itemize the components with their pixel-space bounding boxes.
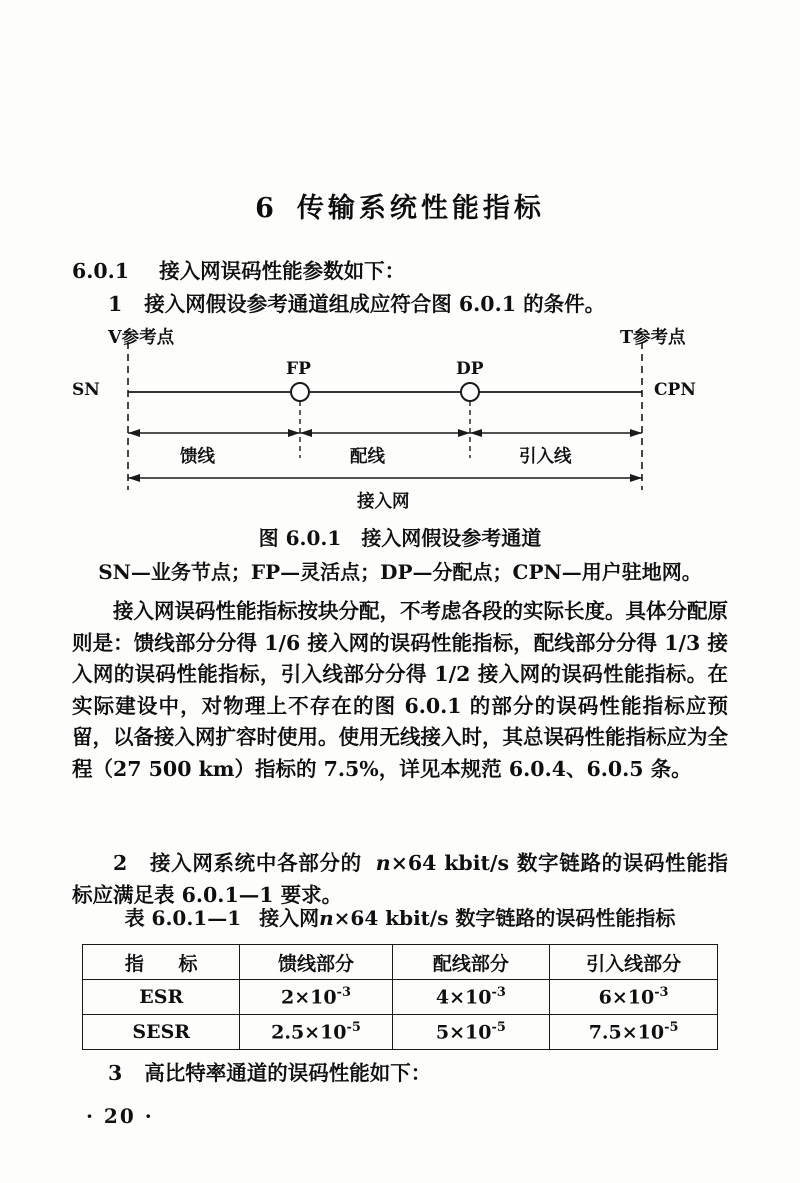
segment-feeder-label: 馈线: [180, 447, 215, 467]
segment-distribution-label: 配线: [350, 447, 385, 467]
table-header-indicator: 指 标: [83, 945, 240, 980]
v-reference-label: V参考点: [108, 328, 175, 348]
table-header-row: [83, 945, 718, 980]
cell-esr-distribution: $4\times 10^{-3}$: [392, 980, 550, 1015]
cell-indicator-sesr: SESR: [83, 1015, 240, 1050]
cell-esr-drop: $6\times 10^{-3}$: [550, 980, 718, 1015]
item-2-italic-n: n: [375, 851, 391, 875]
table-header-feeder: 馈线部分: [240, 945, 392, 980]
figure-legend: SN—业务节点；FP—灵活点；DP—分配点；CPN—用户驻地网。: [98, 560, 702, 584]
clause-6-0-1: [72, 256, 728, 287]
segment-drop-label: 引入线: [519, 447, 572, 467]
item-2-text-a: 接入网系统中各部分的: [149, 851, 362, 875]
arrow-dp-right: [470, 429, 482, 437]
chapter-title: 传输系统性能指标: [296, 193, 545, 224]
item-3: [108, 1058, 728, 1089]
table-caption-title-a: 接入网: [259, 906, 320, 930]
figure-caption: [0, 522, 800, 551]
table-6-0-1-1: [82, 944, 718, 1050]
dp-node-circle: [461, 383, 479, 401]
arrow-left-span: [128, 474, 140, 482]
access-network-span-label: 接入网: [357, 492, 410, 512]
table-row: [83, 1015, 718, 1050]
table-row: [83, 980, 718, 1015]
table-header-distribution: 配线部分: [392, 945, 550, 980]
arrow-right-segment: [630, 429, 642, 437]
cell-indicator-esr: ESR: [83, 980, 240, 1015]
clause-number: 6.0.1: [72, 259, 130, 283]
figure-caption-title: 接入网假设参考通道: [361, 526, 542, 550]
page-number: · 20 ·: [86, 1104, 154, 1128]
arrow-fp-right: [300, 429, 312, 437]
cell-esr-feeder: $2\times 10^{-3}$: [240, 980, 392, 1015]
arrow-dp-left: [458, 429, 470, 437]
reference-channel-diagram: [72, 326, 728, 512]
figure-6-0-1: [72, 326, 728, 512]
cell-sesr-drop: $7.5\times 10^{-5}$: [550, 1015, 718, 1050]
fp-node-label: FP: [286, 359, 311, 379]
item-2-number: 2: [113, 851, 128, 875]
table-caption: [0, 902, 800, 931]
arrow-fp-left: [288, 429, 300, 437]
item-2-text-b: ×64 kbit/s 数字链路的误码性能指标应满足表 6.0.1—1 要求。: [72, 851, 728, 907]
figure-caption-label: 图 6.0.1: [258, 526, 342, 550]
clause-text: 接入网误码性能参数如下：: [159, 259, 406, 283]
item-3-number: 3: [108, 1061, 123, 1085]
item-number: 1: [108, 292, 123, 316]
item-text: 接入网假设参考通道组成应符合图 6.0.1 的条件。: [144, 292, 606, 316]
dp-node-label: DP: [456, 359, 484, 379]
table-caption-title-b: ×64 kbit/s 数字链路的误码性能指标: [333, 906, 676, 930]
item-1: [108, 289, 728, 320]
table-caption-label: 表 6.0.1—1: [124, 906, 242, 930]
arrow-left-segment: [128, 429, 140, 437]
cell-sesr-feeder: $2.5\times 10^{-5}$: [240, 1015, 392, 1050]
sn-node-label: SN: [72, 380, 100, 400]
table-header-drop: 引入线部分: [550, 945, 718, 980]
arrow-right-span: [630, 474, 642, 482]
chapter-number: 6: [255, 193, 275, 224]
table-caption-italic-n: n: [319, 906, 334, 930]
fp-node-circle: [291, 383, 309, 401]
item-3-text: 高比特率通道的误码性能如下：: [144, 1061, 432, 1085]
cell-sesr-distribution: $5\times 10^{-5}$: [392, 1015, 550, 1050]
cpn-node-label: CPN: [654, 380, 696, 400]
t-reference-label: T参考点: [620, 328, 686, 348]
page-title: [0, 186, 800, 225]
body-paragraph: 接入网误码性能指标按块分配，不考虑各段的实际长度。具体分配原则是：馈线部分分得 1/6 接入网的误码性能指标，配线部分分得 1/3 接入网的误码性能指标，引入线部分分得 1/2 接入网的误码性能指标。在实际建设中，对物理上不存在的图 6.0.1 的部分的误码性能指标应预留，以备接入网扩容时使用。使用无线接入时，其总误码性能指标应为全程（27 500 km）指标的 7.5%，详见本规范 6.0.4、6.0.5 条。: [72, 599, 728, 781]
